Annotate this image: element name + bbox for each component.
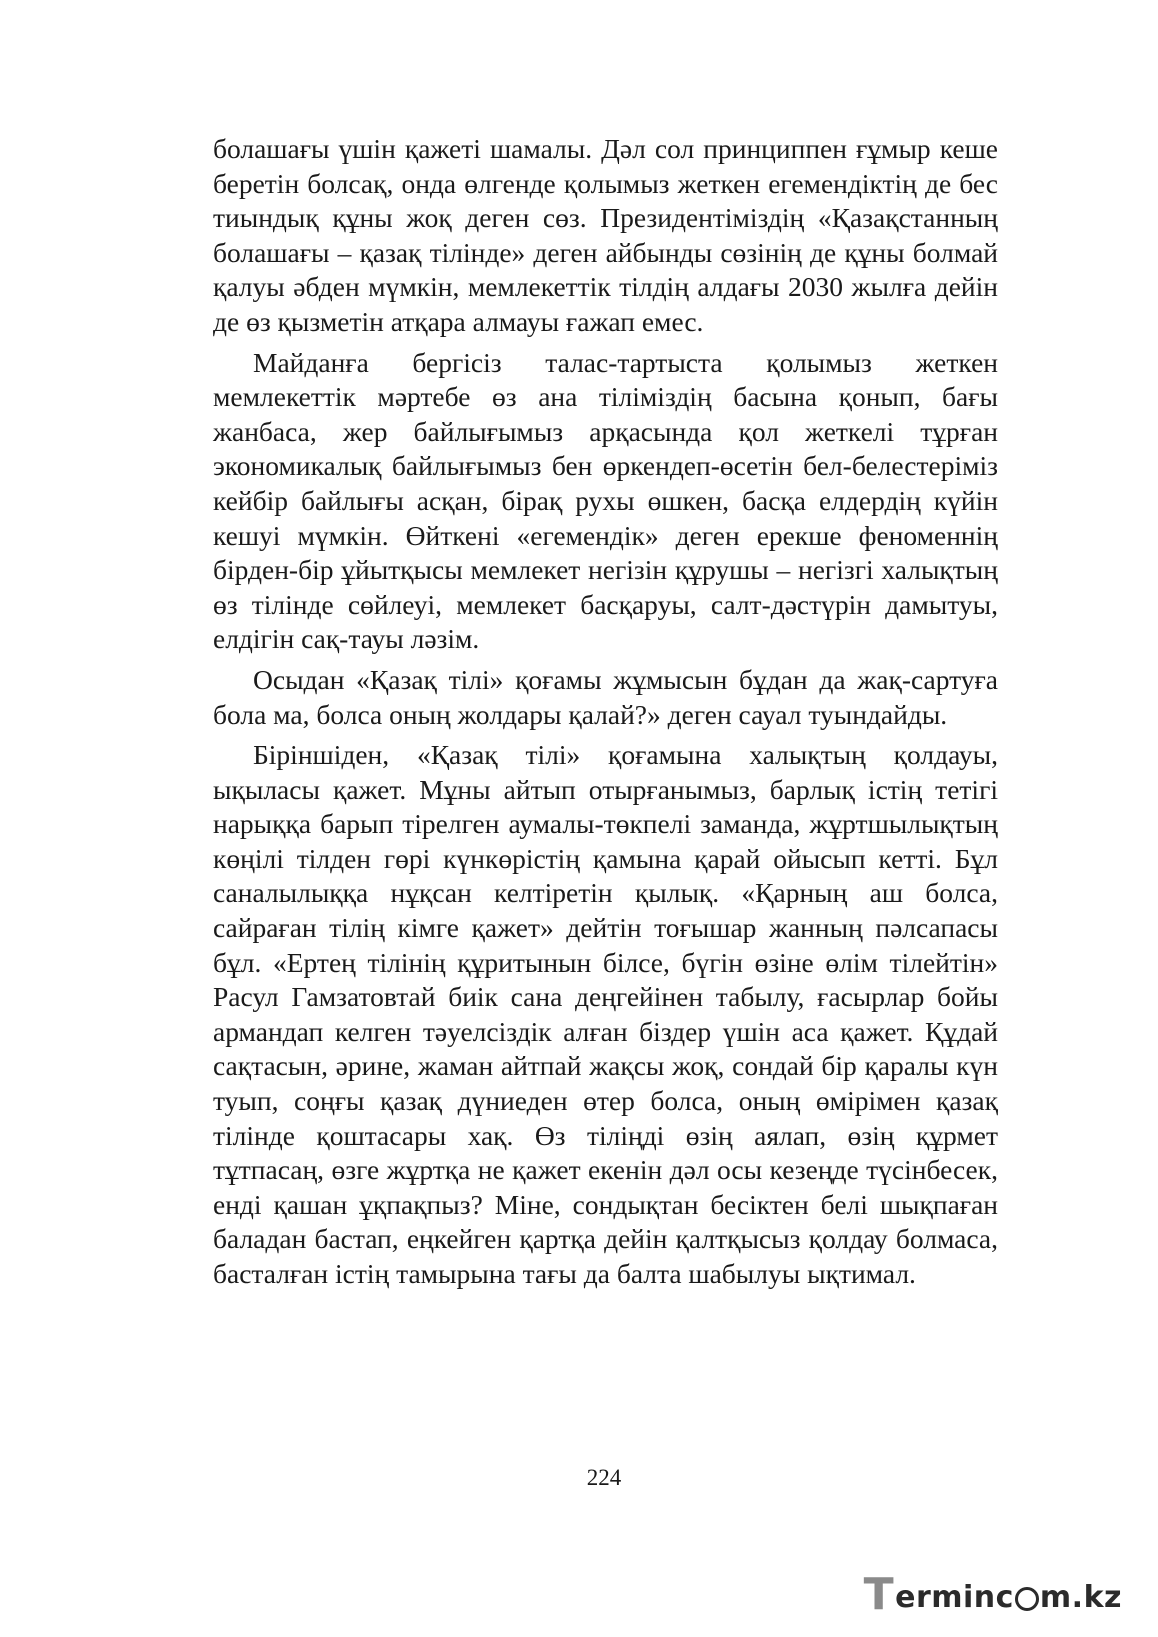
logo-text-part1: erminc bbox=[895, 1580, 1014, 1615]
terminology-logo-watermark bbox=[863, 1569, 1122, 1620]
logo-ring-icon bbox=[1015, 1587, 1039, 1611]
paragraph-continuation: болашағы үшін қажеті шамалы. Дәл сол принциппен ғұмыр кеше беретін болсақ, онда өлгенде қолымыз жеткен егемендіктің де бес тиындық құны жоқ деген сөз. Президентіміздің «Қазақстанның болашағы – қазақ тілінде» деген айбынды сөзінің де құны болмай қалуы әбден мүмкін, мемлекеттік тілдің алдағы 2030 жылға дейін де өз қызметін атқара алмауы ғажап емес. bbox=[213, 133, 998, 337]
paragraph-firstly: Біріншіден, «Қазақ тілі» қоғамына халықтың қолдауы, ықыласы қажет. Мұны айтып отырғанымыз, барлық істің тетігі нарыққа барып тірелген аумалы-төкпелі заманда, жұртшылықтың көңілі тілден гөрі күнкөрістің қамына қарай ойысып кетті. Бұл саналылыққа нұқсан келтіретін қылық. «Қарның аш болса, сайраған тілің кімге қажет» дейтін тоғышар жанның пәлсапасы бұл. «Ертең тілінің құритынын білсе, бүгін өзіне өлім тілейтін» Расул Гамзатовтай биік сана деңгейінен табылу, ғасырлар бойы армандап келген тәуелсіздік алған біздер үшін аса қажет. Құдай сақтасын, әрине, жаман айтпай жақсы жоқ, сондай бір қаралы күн туып, соңғы қазақ дүниеден өтер болса, оның өмірімен қазақ тілінде қоштасары хақ. Өз тіліңді өзің аялап, өзің құрмет тұтпасаң, өзге жұртқа не қажет екенін дәл осы кезеңде түсінбесек, енді қашан ұқпақпыз? Міне, сондықтан бесіктен белі шықпаған баладан бастап, еңкейген қартқа дейін қалтқысыз қолдау болмаса, басталған істің тамырына тағы да балта шабылуы ықтимал. bbox=[213, 739, 998, 1289]
logo-t-letter: T bbox=[863, 1569, 895, 1620]
logo-text-part2: m.kz bbox=[1039, 1580, 1122, 1615]
paragraph-state-status: Майданға бергісіз талас-тартыста қолымыз жеткен мемлекеттік мәртебе өз ана тіліміздің басына қонып, бағы жанбаса, жер байлығымыз арқасында қол жеткелі тұрған экономикалық байлығымыз бен өркендеп-өсетін бел-белестеріміз кейбір байлығы асқан, бірақ рухы өшкен, басқа елдердің күйін кешуі мүмкін. Өйткені «егемендік» деген ерекше феноменнің бірден-бір ұйытқысы мемлекет негізін құрушы – негізгі халықтың өз тілінде сөйлеуі, мемлекет басқаруы, салт-дәстүрін дамытуы, елдігін сақ-тауы ләзім. bbox=[213, 346, 998, 655]
page-number: 224 bbox=[586, 1465, 622, 1490]
page-body-text bbox=[213, 132, 998, 1298]
paragraph-society-question: Осыдан «Қазақ тілі» қоғамы жұмысын бұдан да жақ-сартуға бола ма, болса оның жолдары қалай?» деген сауал туындайды. bbox=[213, 663, 998, 730]
